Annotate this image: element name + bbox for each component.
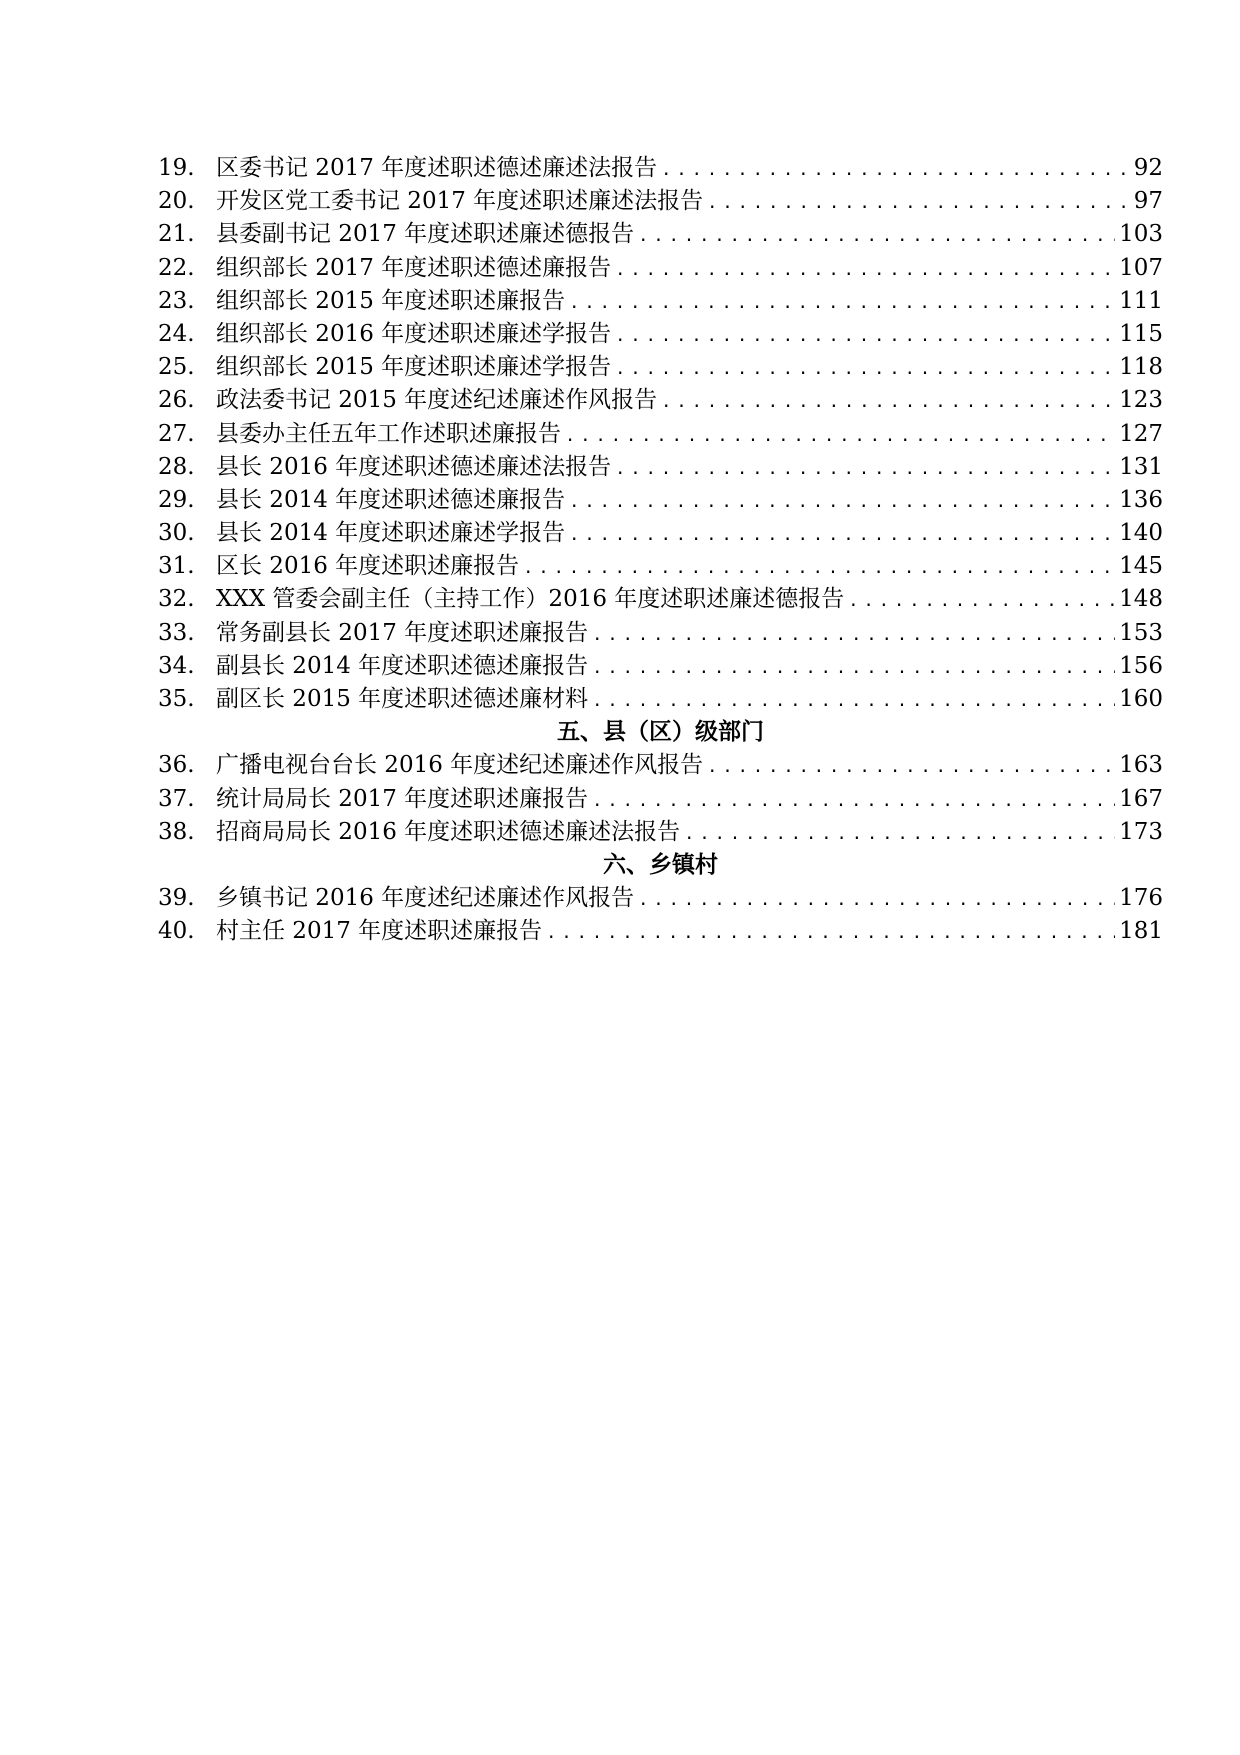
dot-leader bbox=[592, 619, 1115, 650]
toc-entry-number: 32. bbox=[158, 586, 195, 613]
toc-entry-page-number: 148 bbox=[1119, 586, 1163, 613]
toc-entry-number: 39. bbox=[158, 885, 195, 912]
toc-entry-26[interactable] bbox=[158, 384, 1163, 417]
dot-leader bbox=[592, 652, 1115, 683]
toc-entry-page-number: 111 bbox=[1119, 287, 1163, 314]
toc-entry-title: 广播电视台台长 2016 年度述纪述廉述作风报告 bbox=[216, 752, 704, 779]
toc-entry-title: 常务副县长 2017 年度述职述廉报告 bbox=[216, 619, 589, 646]
toc-entry-title: 县长 2014 年度述职述廉述学报告 bbox=[216, 520, 566, 547]
toc-entry-title: XXX 管委会副主任（主持工作）2016 年度述职述廉述德报告 bbox=[216, 586, 845, 613]
toc-entry-number: 22. bbox=[158, 254, 195, 281]
section-heading-towns-villages[interactable]: 六、乡镇村 bbox=[603, 851, 718, 878]
toc-entry-title: 区长 2016 年度述职述廉报告 bbox=[216, 553, 520, 580]
toc-entry-title: 组织部长 2017 年度述职述德述廉报告 bbox=[216, 254, 612, 281]
toc-entry-page-number: 115 bbox=[1119, 320, 1163, 347]
toc-entry-page-number: 153 bbox=[1119, 619, 1163, 646]
toc-entry-title: 副县长 2014 年度述职述德述廉报告 bbox=[216, 652, 589, 679]
toc-entry-title: 县委办主任五年工作述职述廉报告 bbox=[216, 420, 561, 447]
toc-entry-title: 县委副书记 2017 年度述职述廉述德报告 bbox=[216, 221, 635, 248]
toc-entry-page-number: 160 bbox=[1119, 686, 1163, 712]
dot-leader bbox=[615, 254, 1115, 285]
toc-entry-page-number: 103 bbox=[1119, 221, 1163, 248]
toc-entry-title: 区委书记 2017 年度述职述德述廉述法报告 bbox=[216, 155, 658, 181]
dot-leader bbox=[569, 519, 1115, 550]
toc-entry-title: 县长 2014 年度述职述德述廉报告 bbox=[216, 486, 566, 513]
toc-entry-number: 31. bbox=[158, 553, 195, 580]
dot-leader bbox=[661, 154, 1130, 185]
toc-entry-32[interactable] bbox=[158, 583, 1163, 616]
toc-entry-page-number: 156 bbox=[1119, 652, 1163, 679]
toc-entry-page-number: 136 bbox=[1119, 486, 1163, 513]
toc-entry-number: 23. bbox=[158, 287, 195, 314]
toc-entry-number: 29. bbox=[158, 486, 195, 513]
toc-entry-page-number: 163 bbox=[1119, 752, 1163, 779]
toc-entry-number: 25. bbox=[158, 354, 195, 381]
toc-entry-24[interactable] bbox=[158, 318, 1163, 351]
dot-leader bbox=[848, 585, 1115, 616]
toc-entry-35[interactable] bbox=[158, 683, 1163, 716]
dot-leader bbox=[661, 386, 1115, 417]
dot-leader bbox=[565, 420, 1115, 451]
toc-entry-number: 28. bbox=[158, 453, 195, 480]
dot-leader bbox=[638, 884, 1115, 915]
toc-entry-page-number: 145 bbox=[1119, 553, 1163, 580]
toc-entry-number: 38. bbox=[158, 818, 195, 845]
toc-entry-38[interactable] bbox=[158, 816, 1163, 849]
toc-entry-page-number: 123 bbox=[1119, 387, 1163, 414]
toc-entry-number: 26. bbox=[158, 387, 195, 414]
toc-entry-19[interactable] bbox=[158, 152, 1163, 185]
toc-entry-29[interactable] bbox=[158, 484, 1163, 517]
toc-entry-title: 村主任 2017 年度述职述廉报告 bbox=[216, 918, 543, 945]
toc-entry-number: 20. bbox=[158, 188, 195, 215]
toc-entry-page-number: 176 bbox=[1119, 885, 1163, 912]
toc-entry-number: 37. bbox=[158, 785, 195, 812]
toc-entry-number: 27. bbox=[158, 420, 195, 447]
toc-entry-page-number: 118 bbox=[1119, 354, 1163, 381]
toc-entry-page-number: 181 bbox=[1119, 918, 1163, 945]
toc-entry-number: 24. bbox=[158, 320, 195, 347]
dot-leader bbox=[707, 187, 1130, 218]
dot-leader bbox=[707, 751, 1115, 782]
toc-entry-page-number: 107 bbox=[1119, 254, 1163, 281]
toc-entry-title: 县长 2016 年度述职述德述廉述法报告 bbox=[216, 453, 612, 480]
toc-entry-number: 36. bbox=[158, 752, 195, 779]
dot-leader bbox=[569, 287, 1115, 318]
toc-entry-20[interactable] bbox=[158, 185, 1163, 218]
toc-entry-39[interactable] bbox=[158, 882, 1163, 915]
table-of-contents bbox=[158, 152, 1163, 949]
toc-entry-33[interactable] bbox=[158, 617, 1163, 650]
toc-entry-number: 35. bbox=[158, 686, 195, 712]
toc-entry-page-number: 173 bbox=[1119, 818, 1163, 845]
dot-leader bbox=[615, 453, 1115, 484]
toc-entry-number: 30. bbox=[158, 520, 195, 547]
toc-entry-title: 组织部长 2016 年度述职述廉述学报告 bbox=[216, 320, 612, 347]
section-heading-county-departments[interactable]: 五、县（区）级部门 bbox=[557, 719, 764, 746]
dot-leader bbox=[684, 818, 1115, 849]
toc-entry-27[interactable] bbox=[158, 418, 1163, 451]
toc-entry-page-number: 127 bbox=[1119, 420, 1163, 447]
toc-entry-number: 33. bbox=[158, 619, 195, 646]
toc-entry-title: 政法委书记 2015 年度述纪述廉述作风报告 bbox=[216, 387, 658, 414]
toc-entry-page-number: 167 bbox=[1119, 785, 1163, 812]
toc-entry-30[interactable] bbox=[158, 517, 1163, 550]
toc-entry-title: 副区长 2015 年度述职述德述廉材料 bbox=[216, 686, 589, 712]
toc-entry-page-number: 140 bbox=[1119, 520, 1163, 547]
toc-entry-title: 乡镇书记 2016 年度述纪述廉述作风报告 bbox=[216, 885, 635, 912]
toc-entry-title: 开发区党工委书记 2017 年度述职述廉述法报告 bbox=[216, 188, 704, 215]
dot-leader bbox=[592, 685, 1115, 716]
toc-entry-21[interactable] bbox=[158, 218, 1163, 251]
toc-entry-page-number: 97 bbox=[1133, 188, 1163, 215]
toc-entry-25[interactable] bbox=[158, 351, 1163, 384]
dot-leader bbox=[615, 353, 1115, 384]
toc-entry-28[interactable] bbox=[158, 451, 1163, 484]
dot-leader bbox=[592, 785, 1115, 816]
dot-leader bbox=[615, 320, 1115, 351]
dot-leader bbox=[569, 486, 1115, 517]
toc-entry-37[interactable] bbox=[158, 783, 1163, 816]
toc-entry-34[interactable] bbox=[158, 650, 1163, 683]
toc-entry-page-number: 131 bbox=[1119, 453, 1163, 480]
toc-entry-36[interactable] bbox=[158, 749, 1163, 782]
toc-entry-title: 招商局局长 2016 年度述职述德述廉述法报告 bbox=[216, 818, 681, 845]
toc-entry-40[interactable] bbox=[158, 915, 1163, 948]
dot-leader bbox=[638, 220, 1115, 251]
toc-entry-number: 21. bbox=[158, 221, 195, 248]
toc-entry-title: 组织部长 2015 年度述职述廉报告 bbox=[216, 287, 566, 314]
toc-entry-number: 40. bbox=[158, 918, 195, 945]
toc-entry-page-number: 92 bbox=[1133, 155, 1163, 181]
toc-entry-23[interactable] bbox=[158, 285, 1163, 318]
toc-entry-number: 19. bbox=[158, 155, 195, 181]
toc-entry-31[interactable] bbox=[158, 550, 1163, 583]
dot-leader bbox=[523, 552, 1115, 583]
toc-entry-22[interactable] bbox=[158, 252, 1163, 285]
toc-entry-title: 统计局局长 2017 年度述职述廉报告 bbox=[216, 785, 589, 812]
dot-leader bbox=[546, 917, 1115, 948]
toc-entry-number: 34. bbox=[158, 652, 195, 679]
toc-entry-title: 组织部长 2015 年度述职述廉述学报告 bbox=[216, 354, 612, 381]
